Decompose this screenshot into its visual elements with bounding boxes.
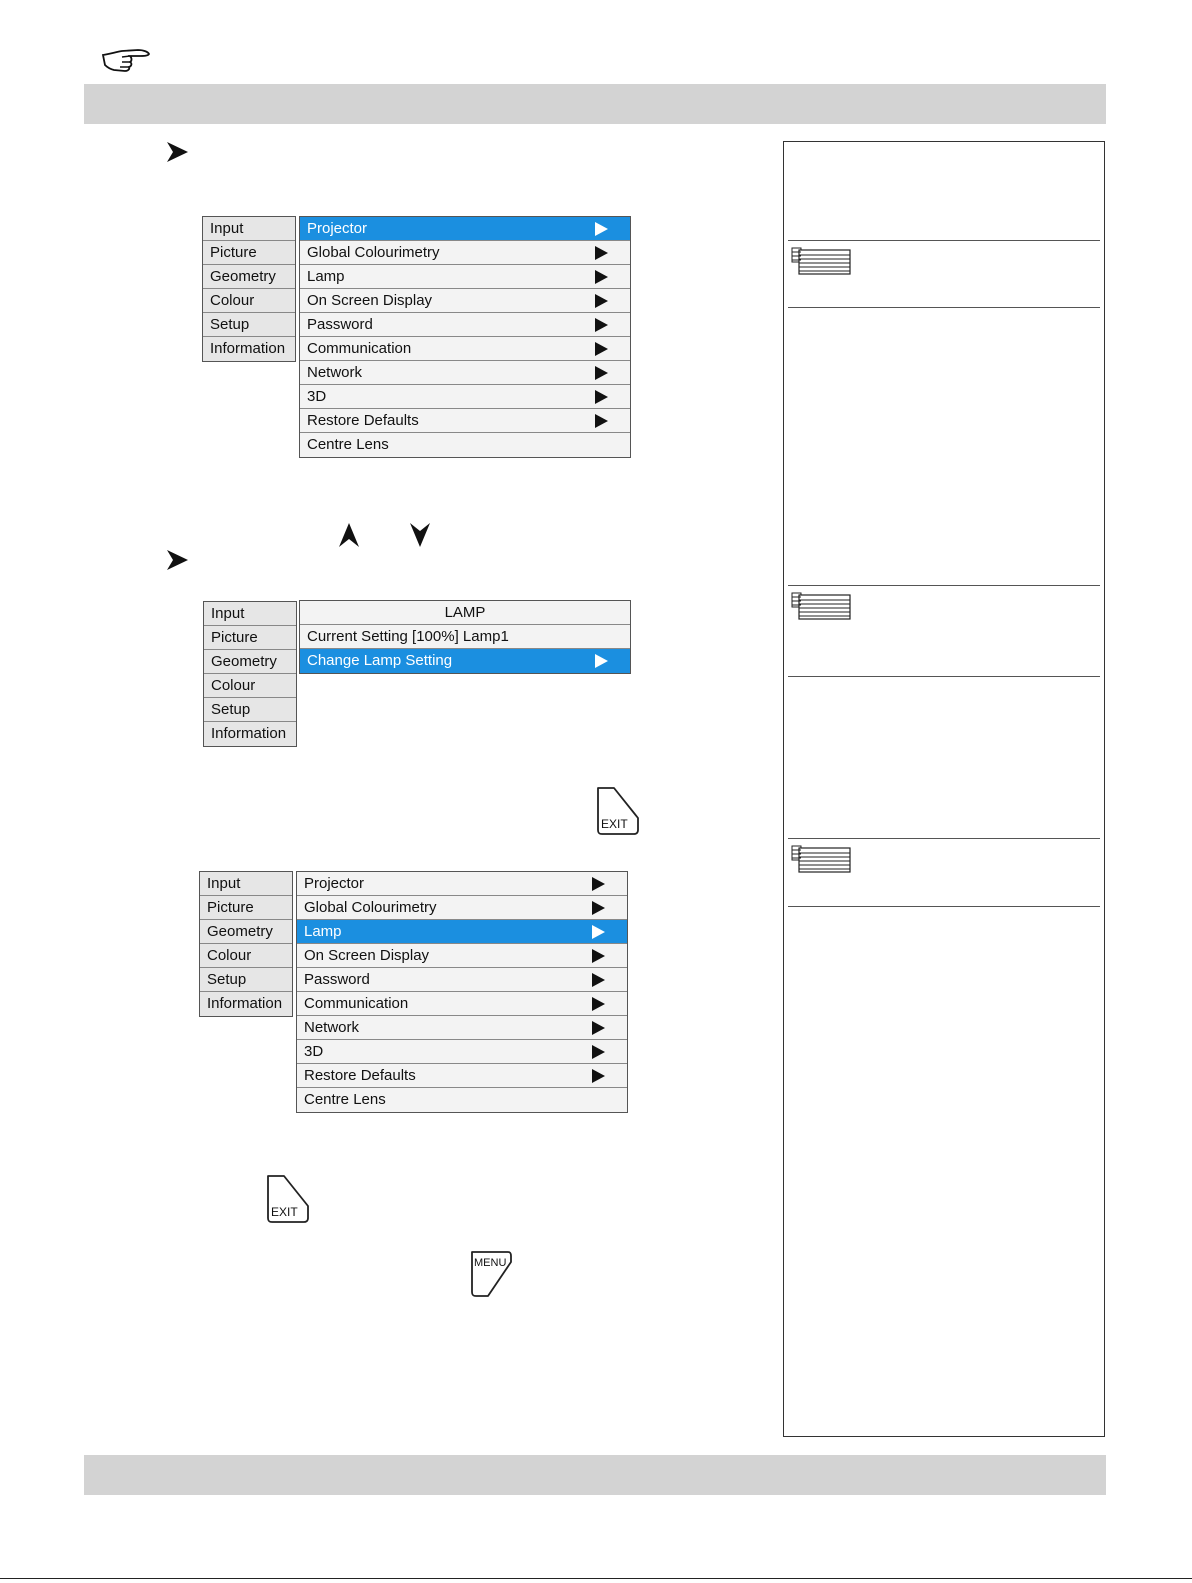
submenu-item-centre-lens[interactable] [297, 1088, 627, 1112]
menu-item-geometry[interactable]: Geometry [204, 650, 296, 674]
menu-item-input[interactable]: Input [203, 217, 295, 241]
notes-sidebar [783, 141, 1105, 1437]
submenu-item-communication[interactable] [300, 337, 630, 361]
osd-main-menu-left [202, 216, 296, 362]
submenu-label: Communication [307, 340, 412, 357]
submenu-arrow-icon [595, 414, 608, 428]
sidebar-divider [788, 585, 1100, 586]
note-icon [791, 845, 851, 873]
sidebar-divider [788, 307, 1100, 308]
submenu-item-projector[interactable] [297, 872, 627, 896]
up-arrow-icon [338, 522, 360, 548]
submenu-arrow-icon [595, 366, 608, 380]
menu-item-colour[interactable]: Colour [203, 289, 295, 313]
submenu-item-password[interactable] [300, 313, 630, 337]
submenu-label: Change Lamp Setting [307, 652, 453, 669]
exit-key-label: EXIT [601, 817, 628, 831]
submenu-item-restore-defaults[interactable] [300, 409, 630, 433]
submenu-item-communication[interactable] [297, 992, 627, 1016]
osd-setup-submenu [299, 216, 631, 458]
submenu-label: 3D [307, 388, 327, 405]
menu-item-information[interactable]: Information [211, 725, 287, 742]
submenu-label: Restore Defaults [307, 412, 419, 429]
header-band [84, 84, 1106, 124]
submenu-arrow-icon [592, 877, 605, 891]
submenu-arrow-icon [595, 390, 608, 404]
submenu-label: Projector [304, 875, 365, 892]
menu-item-input[interactable]: Input [204, 602, 296, 626]
submenu-label: Restore Defaults [304, 1067, 416, 1084]
submenu-item-global-colourimetry[interactable] [300, 241, 630, 265]
arrow-bullet-icon [165, 141, 189, 163]
osd-setup-submenu [296, 871, 628, 1113]
submenu-item-network[interactable] [297, 1016, 627, 1040]
submenu-item-global-colourimetry[interactable] [297, 896, 627, 920]
sidebar-divider [788, 676, 1100, 677]
submenu-arrow-icon [592, 973, 605, 987]
menu-item-colour[interactable]: Colour [200, 944, 292, 968]
submenu-item-on-screen-display[interactable] [300, 289, 630, 313]
submenu-label: On Screen Display [307, 292, 433, 309]
submenu-item-password[interactable] [297, 968, 627, 992]
submenu-label: Centre Lens [307, 436, 389, 453]
menu-item-colour[interactable]: Colour [204, 674, 296, 698]
submenu-item-3d[interactable] [297, 1040, 627, 1064]
submenu-arrow-icon [595, 342, 608, 356]
submenu-item-3d[interactable] [300, 385, 630, 409]
submenu-item-centre-lens[interactable] [300, 433, 630, 457]
footer-band [84, 1455, 1106, 1495]
menu-item-setup[interactable]: Setup [200, 968, 292, 992]
pointing-hand-icon [100, 46, 152, 72]
menu-key-label: MENU [474, 1257, 507, 1269]
submenu-label: Network [304, 1019, 360, 1036]
submenu-item-projector[interactable] [300, 217, 630, 241]
submenu-item-network[interactable] [300, 361, 630, 385]
sidebar-divider [788, 838, 1100, 839]
lamp-current-setting: Current Setting [100%] Lamp1 [300, 625, 630, 649]
submenu-item-lamp[interactable] [300, 265, 630, 289]
submenu-arrow-icon [595, 294, 608, 308]
submenu-label: 3D [304, 1043, 324, 1060]
submenu-arrow-icon [595, 270, 608, 284]
submenu-label: Password [304, 971, 370, 988]
submenu-arrow-icon [595, 654, 608, 668]
submenu-item-on-screen-display[interactable] [297, 944, 627, 968]
menu-item-geometry[interactable]: Geometry [200, 920, 292, 944]
menu-item-setup[interactable]: Setup [204, 698, 296, 722]
down-arrow-icon [409, 522, 431, 548]
submenu-arrow-icon [595, 222, 608, 236]
note-icon [791, 247, 851, 275]
change-lamp-setting-item[interactable] [300, 649, 630, 673]
submenu-arrow-icon [592, 925, 605, 939]
submenu-label: Communication [304, 995, 409, 1012]
submenu-arrow-icon [595, 318, 608, 332]
submenu-arrow-icon [592, 997, 605, 1011]
submenu-arrow-icon [592, 1069, 605, 1083]
submenu-arrow-icon [592, 1045, 605, 1059]
submenu-arrow-icon [595, 246, 608, 260]
submenu-label: Centre Lens [304, 1091, 386, 1108]
menu-item-geometry[interactable]: Geometry [203, 265, 295, 289]
menu-item-picture[interactable]: Picture [203, 241, 295, 265]
osd-main-menu-left [199, 871, 293, 1017]
sidebar-divider [788, 240, 1100, 241]
exit-key-icon [594, 784, 640, 838]
submenu-label: Lamp [304, 923, 342, 940]
exit-key-icon [264, 1172, 310, 1226]
menu-item-picture[interactable]: Picture [204, 626, 296, 650]
page-bottom-rule [0, 1578, 1192, 1579]
exit-key-label: EXIT [271, 1205, 298, 1219]
submenu-label: Global Colourimetry [307, 244, 440, 261]
menu-item-information[interactable]: Information [207, 995, 283, 1012]
sidebar-divider [788, 906, 1100, 907]
menu-item-information[interactable]: Information [210, 340, 286, 357]
submenu-label: On Screen Display [304, 947, 430, 964]
submenu-arrow-icon [592, 949, 605, 963]
submenu-item-lamp[interactable] [297, 920, 627, 944]
arrow-bullet-icon [165, 549, 189, 571]
menu-item-input[interactable]: Input [200, 872, 292, 896]
submenu-arrow-icon [592, 901, 605, 915]
osd-main-menu-left [203, 601, 297, 747]
submenu-item-restore-defaults[interactable] [297, 1064, 627, 1088]
submenu-label: Network [307, 364, 363, 381]
menu-item-setup[interactable]: Setup [203, 313, 295, 337]
submenu-label: Password [307, 316, 373, 333]
submenu-label: Projector [307, 220, 368, 237]
menu-key-icon [466, 1248, 512, 1302]
osd-lamp-submenu [299, 600, 631, 674]
menu-item-picture[interactable]: Picture [200, 896, 292, 920]
note-icon [791, 592, 851, 620]
submenu-arrow-icon [592, 1021, 605, 1035]
submenu-label: Global Colourimetry [304, 899, 437, 916]
submenu-label: Lamp [307, 268, 345, 285]
lamp-menu-title: LAMP [300, 601, 630, 625]
